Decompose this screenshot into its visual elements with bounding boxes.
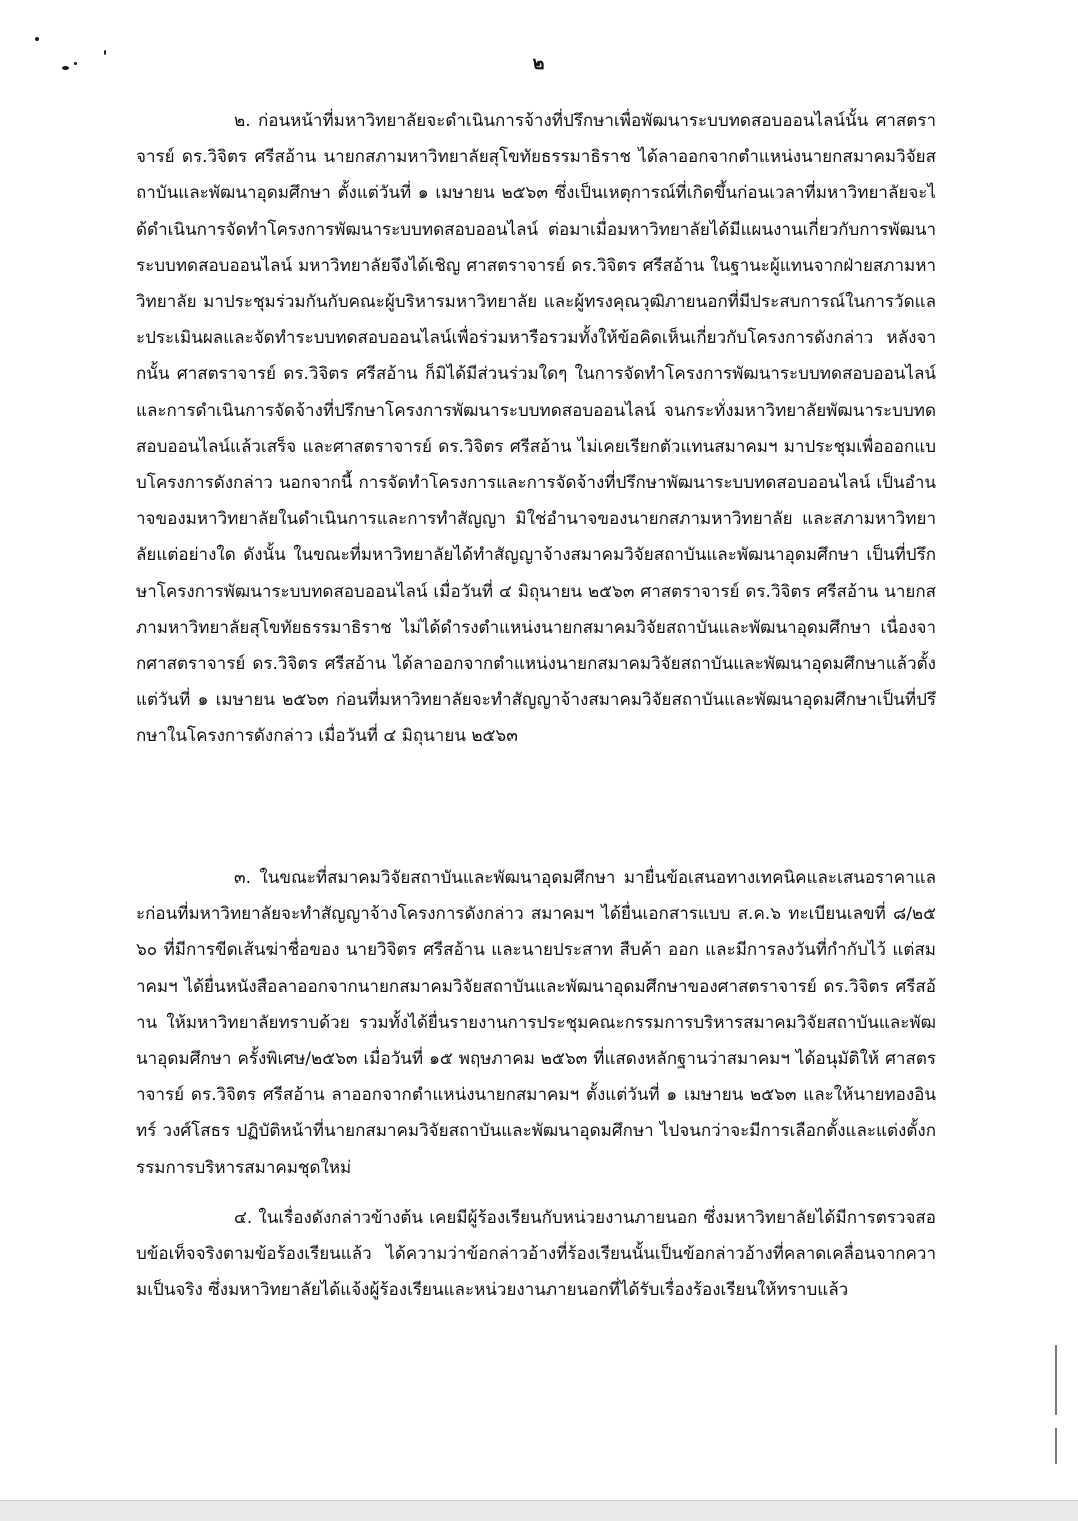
page-number: ๒: [532, 53, 546, 74]
scan-edge-mark: [1055, 1428, 1057, 1464]
scan-edge-mark: [1055, 1345, 1057, 1415]
page-bottom-edge: [0, 1500, 1078, 1521]
paragraph-4: ๔. ในเรื่องดังกล่าวข้างต้น เคยมีผู้ร้องเรียนกับหน่วยงานภายนอก ซึ่งมหาวิทยาลัยได้มีการตรวจสอบข้อเท็จจริงตามข้อร้องเรียนแล้ว ได้ความว่าข้อกล่าวอ้างที่ร้องเรียนนั้นเป็นข้อกล่าวอ้างที่คลาดเคลื่อนจากความเป็นจริง ซึ่งมหาวิทยาลัยได้แจ้งผู้ร้องเรียนและหน่วยงานภายนอกที่ได้รับเรื่องร้องเรียนให้ทราบแล้ว: [136, 1208, 936, 1301]
paragraph-3: ๓. ในขณะที่สมาคมวิจัยสถาบันและพัฒนาอุดมศึกษา มายื่นข้อเสนอทางเทคนิคและเสนอราคาและก่อนที่มหาวิทยาลัยจะทำสัญญาจ้างโครงการดังกล่าว สมาคมฯ ได้ยื่นเอกสารแบบ ส.ค.๖ ทะเบียนเลขที่ ๘/๒๕๖๐ ที่มีการขีดเส้นฆ่าชื่อของ นายวิจิตร ศรีสอ้าน และนายประสาท สืบค้า ออก และมีการลงวันที่กำกับไว้ แต่สมาคมฯ ได้ยื่นหนังสือลาออกจากนายกสมาคมวิจัยสถาบันและพัฒนาอุดมศึกษาของศาสตราจารย์ ดร.วิจิตร ศรีสอ้าน ให้มหาวิทยาลัยทราบด้วย รวมทั้งได้ยื่นรายงานการประชุมคณะกรรมการบริหารสมาคมวิจัยสถาบันและพัฒนาอุดมศึกษา ครั้งพิเศษ/๒๕๖๓ เมื่อวันที่ ๑๕ พฤษภาคม ๒๕๖๓ ที่แสดงหลักฐานว่าสมาคมฯ ได้อนุมัติให้ ศาสตราจารย์ ดร.วิจิตร ศรีสอ้าน ลาออกจากตำแหน่งนายกสมาคมฯ ตั้งแต่วันที่ ๑ เมษายน ๒๕๖๓ และให้นายทองอินทร์ วงศ์โสธร ปฏิบัติหน้าที่นายกสมาคมวิจัยสถาบันและพัฒนาอุดมศึกษา ไปจนกว่าจะมีการเลือกตั้งและแต่งตั้งกรรมการบริหารสมาคมชุดใหม่: [136, 868, 936, 1178]
paragraph-2: ๒. ก่อนหน้าที่มหาวิทยาลัยจะดำเนินการจ้างที่ปรึกษาเพื่อพัฒนาระบบทดสอบออนไลน์นั้น ศาสตราจารย์ ดร.วิจิตร ศรีสอ้าน นายกสภามหาวิทยาลัยสุโขทัยธรรมาธิราช ได้ลาออกจากตำแหน่งนายกสมาคมวิจัยสถาบันและพัฒนาอุดมศึกษา ตั้งแต่วันที่ ๑ เมษายน ๒๕๖๓ ซึ่งเป็นเหตุการณ์ที่เกิดขึ้นก่อนเวลาที่มหาวิทยาลัยจะได้ดำเนินการจัดทำโครงการพัฒนาระบบทดสอบออนไลน์ ต่อมาเมื่อมหาวิทยาลัยได้มีแผนงานเกี่ยวกับการพัฒนาระบบทดสอบออนไลน์ มหาวิทยาลัยจึงได้เชิญ ศาสตราจารย์ ดร.วิจิตร ศรีสอ้าน ในฐานะผู้แทนจากฝ่ายสภามหาวิทยาลัย มาประชุมร่วมกันกับคณะผู้บริหารมหาวิทยาลัย และผู้ทรงคุณวุฒิภายนอกที่มีประสบการณ์ในการวัดและประเมินผลและจัดทำระบบทดสอบออนไลน์เพื่อร่วมหารือรวมทั้งให้ข้อคิดเห็นเกี่ยวกับโครงการดังกล่าว หลังจากนั้น ศาสตราจารย์ ดร.วิจิตร ศรีสอ้าน ก็มิได้มีส่วนร่วมใดๆ ในการจัดทำโครงการพัฒนาระบบทดสอบออนไลน์และการดำเนินการจัดจ้างที่ปรึกษาโครงการพัฒนาระบบทดสอบออนไลน์ จนกระทั่งมหาวิทยาลัยพัฒนาระบบทดสอบออนไลน์แล้วเสร็จ และศาสตราจารย์ ดร.วิจิตร ศรีสอ้าน ไม่เคยเรียกตัวแทนสมาคมฯ มาประชุมเพื่อออกแบบโครงการดังกล่าว นอกจากนี้ การจัดทำโครงการและการจัดจ้างที่ปรึกษาพัฒนาระบบทดสอบออนไลน์ เป็นอำนาจของมหาวิทยาลัยในดำเนินการและการทำสัญญา มิใช่อำนาจของนายกสภามหาวิทยาลัย และสภามหาวิทยาลัยแต่อย่างใด ดังนั้น ในขณะที่มหาวิทยาลัยได้ทำสัญญาจ้างสมาคมวิจัยสถาบันและพัฒนาอุดมศึกษา เป็นที่ปรึกษาโครงการพัฒนาระบบทดสอบออนไลน์ เมื่อวันที่ ๔ มิถุนายน ๒๕๖๓ ศาสตราจารย์ ดร.วิจิตร ศรีสอ้าน นายกสภามหาวิทยาลัยสุโขทัยธรรมาธิราช ไม่ได้ดำรงตำแหน่งนายกสมาคมวิจัยสถาบันและพัฒนาอุดมศึกษา เนื่องจากศาสตราจารย์ ดร.วิจิตร ศรีสอ้าน ได้ลาออกจากตำแหน่งนายกสมาคมวิจัยสถาบันและพัฒนาอุดมศึกษาแล้วตั้งแต่วันที่ ๑ เมษายน ๒๕๖๓ ก่อนที่มหาวิทยาลัยจะทำสัญญาจ้างสมาคมวิจัยสถาบันและพัฒนาอุดมศึกษาเป็นที่ปรึกษาในโครงการดังกล่าว เมื่อวันที่ ๔ มิถุนายน ๒๕๖๓: [136, 111, 936, 747]
scan-speck: [35, 37, 39, 41]
